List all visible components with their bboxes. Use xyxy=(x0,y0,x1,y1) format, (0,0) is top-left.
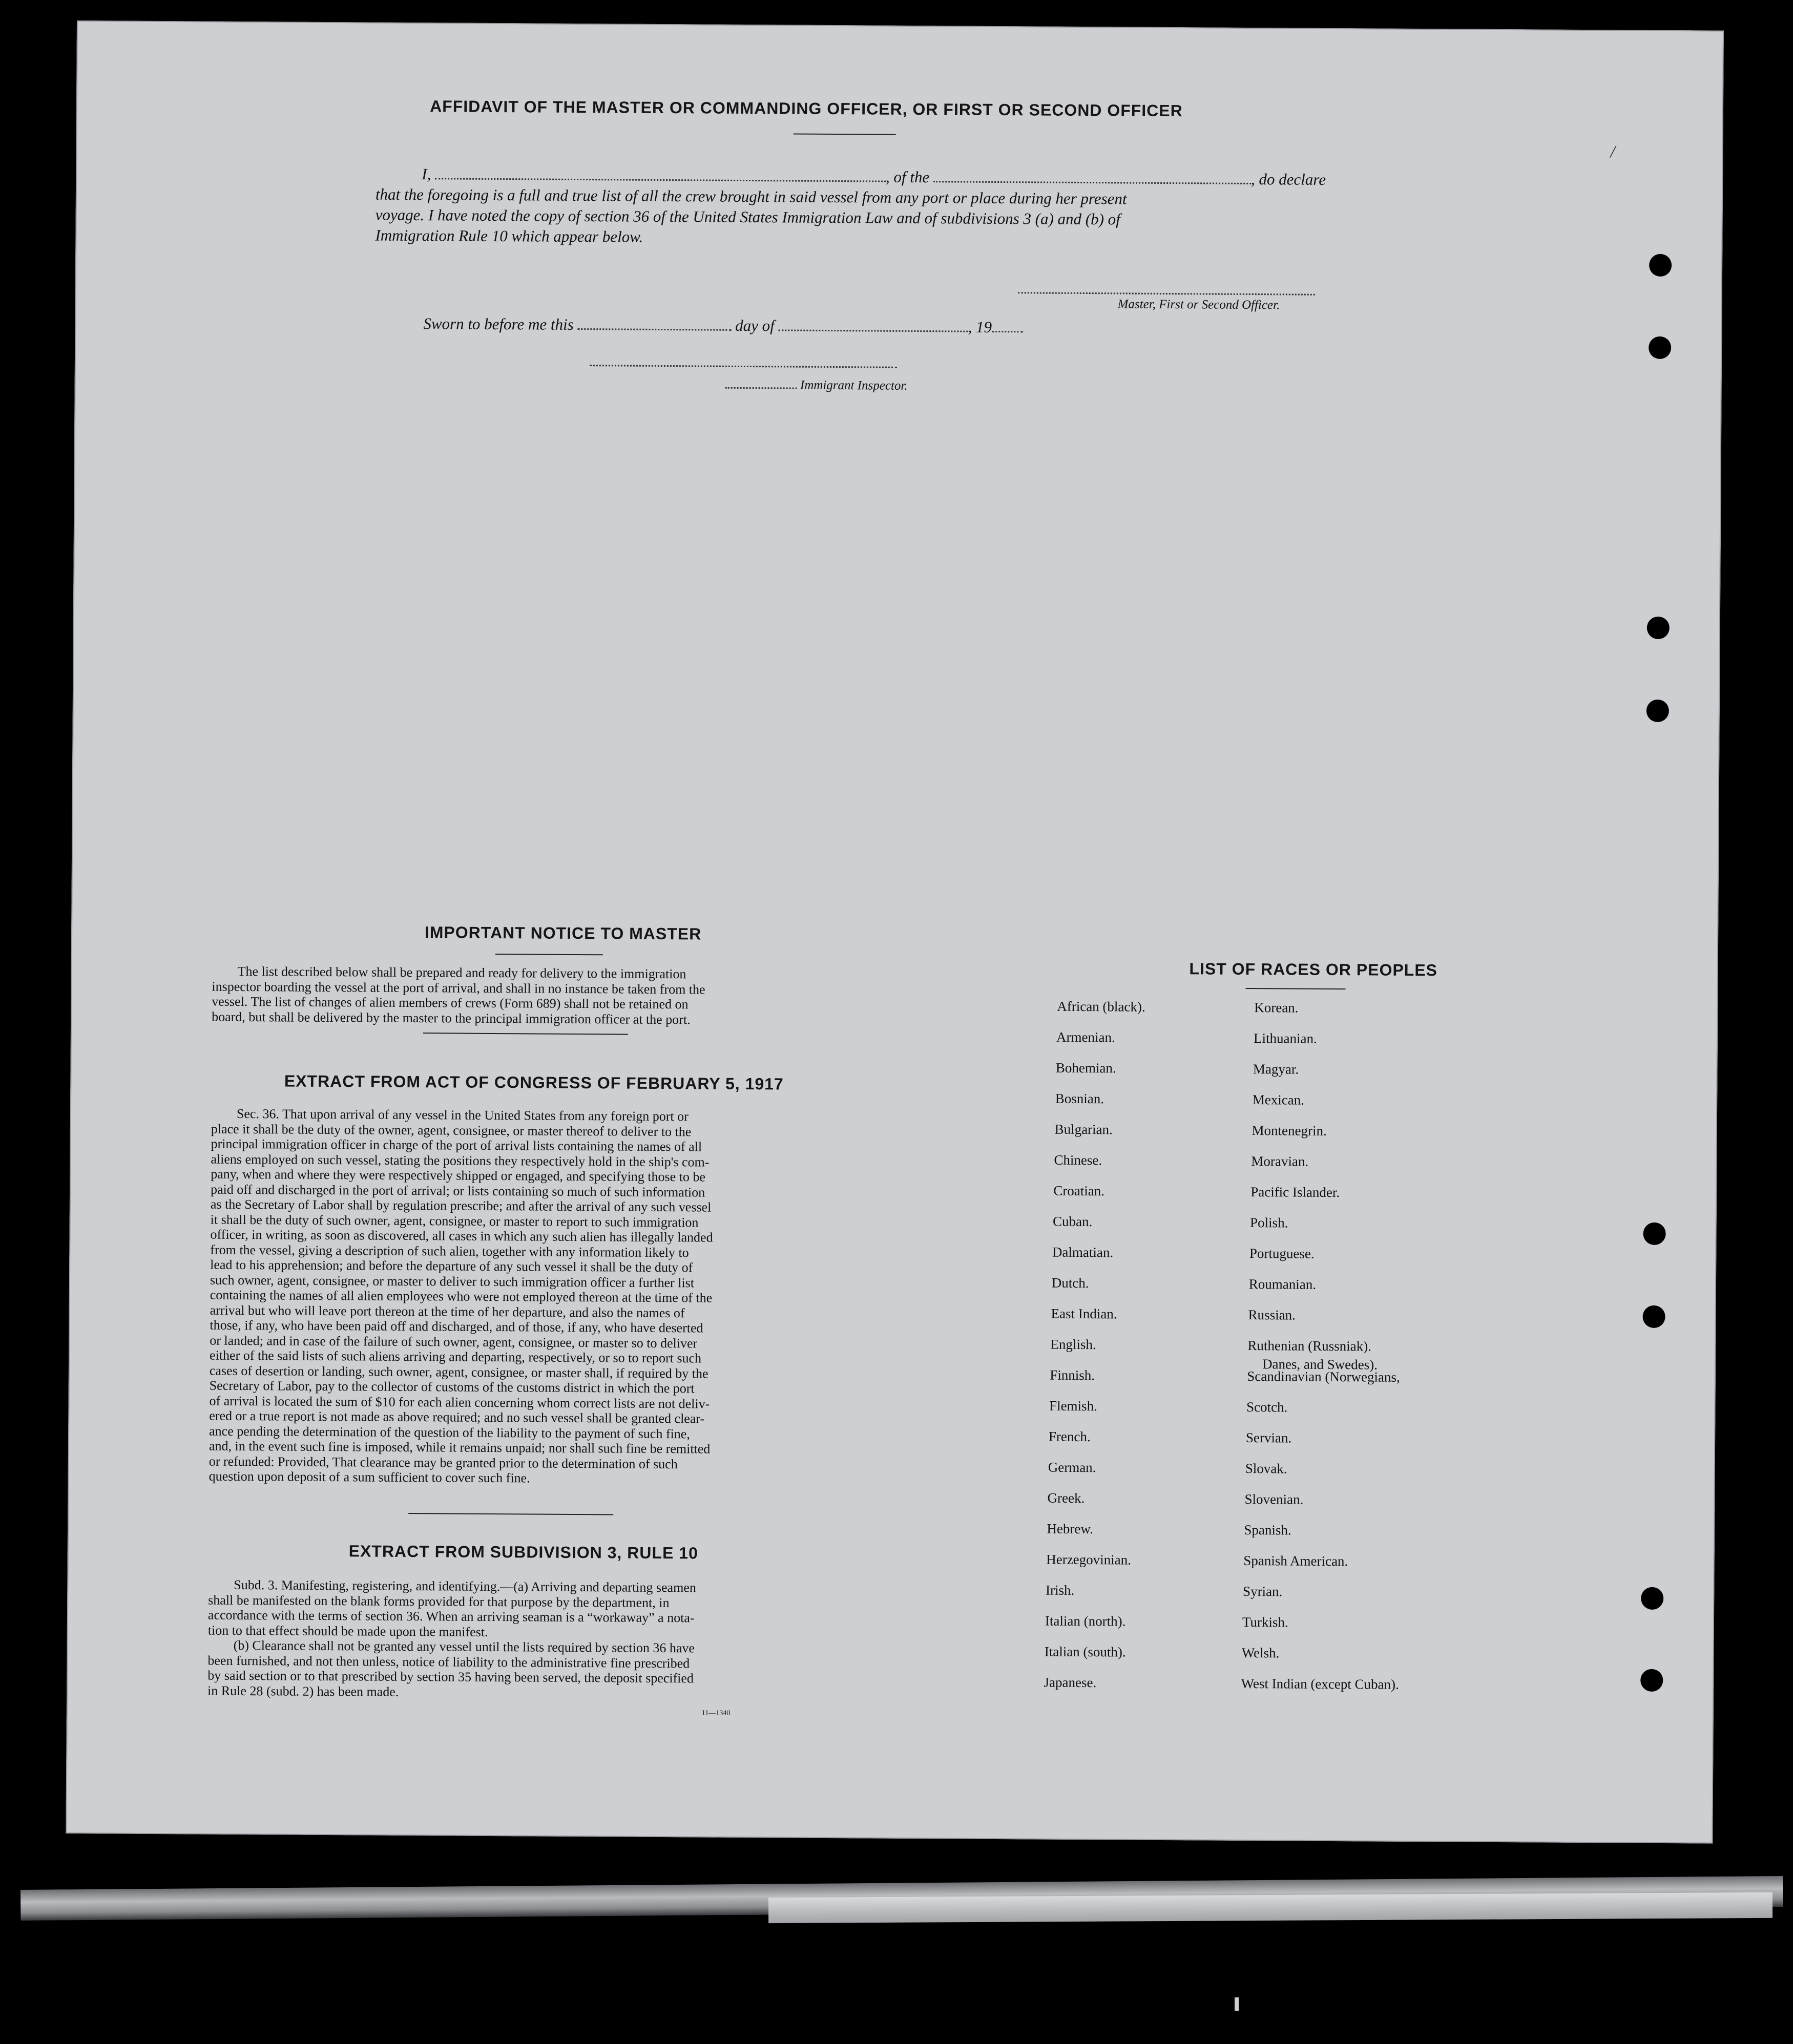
act-line: question upon deposit of a sum sufficient to cover such fine. xyxy=(209,1468,530,1486)
race-item: Bulgarian. xyxy=(1054,1121,1113,1137)
race-item: Greek. xyxy=(1047,1490,1085,1506)
race-item: Spanish. xyxy=(1244,1522,1291,1538)
master-signature-caption: Master, First or Second Officer. xyxy=(1117,297,1280,312)
margin-mark: / xyxy=(1610,142,1616,162)
race-item: Pacific Islander. xyxy=(1250,1184,1340,1200)
act-line: Secretary of Labor, pay to the collector of customs of the customs district in which the port xyxy=(209,1378,695,1396)
name-blank[interactable] xyxy=(435,177,886,182)
race-item: Korean. xyxy=(1254,1000,1299,1016)
punch-hole-2 xyxy=(1649,336,1671,359)
act-line: or landed; and in case of the failure of such owner, agent, consignee, or master so to deliver xyxy=(210,1333,698,1351)
race-item: Turkish. xyxy=(1242,1614,1288,1630)
race-item: Croatian. xyxy=(1053,1183,1105,1199)
race-item: Italian (south). xyxy=(1044,1643,1126,1660)
race-item: Armenian. xyxy=(1056,1029,1115,1045)
sworn-day-label: day of xyxy=(735,316,775,335)
race-item: Syrian. xyxy=(1243,1583,1283,1599)
affidavit-i-label: I, xyxy=(422,165,431,183)
master-signature-line[interactable] xyxy=(1018,291,1315,296)
notice-line: The list described below shall be prepared and ready for delivery to the immigration xyxy=(237,963,686,982)
punch-hole-1 xyxy=(1649,254,1672,277)
sworn-year-label: , 19 xyxy=(968,318,992,336)
declare-label: , do declare xyxy=(1250,170,1326,188)
inspector-caption: Immigrant Inspector. xyxy=(800,378,908,393)
race-item: Finnish. xyxy=(1050,1367,1095,1383)
act-line: lead to his apprehension; and before the departure of any such vessel it shall be the duty of xyxy=(210,1257,693,1275)
inspector-prefix-blank[interactable] xyxy=(725,387,797,389)
race-item: Italian (north). xyxy=(1045,1613,1126,1629)
film-tick-mark xyxy=(1235,1997,1239,2011)
inspector-line xyxy=(725,378,908,393)
race-item: Spanish American. xyxy=(1243,1552,1348,1569)
rule-line: by said section or to that prescribed by section 35 having been served, the deposit specified xyxy=(207,1668,694,1686)
race-item: Hebrew. xyxy=(1047,1521,1093,1537)
race-item: Russian. xyxy=(1248,1307,1296,1323)
act-line: of arrival is located the sum of $10 for each alien concerning whom correct lists are not deliv- xyxy=(209,1393,710,1411)
act-line: containing the names of all alien employees who were not employed thereon at the time of the xyxy=(210,1287,713,1305)
act-line: it shall be the duty of such owner, agent, consignee, or master to report to such immigration xyxy=(210,1212,699,1230)
rule-line: been furnished, and not then unless, notice of liability to the administrative fine prescribed xyxy=(207,1653,690,1671)
race-item: Montenegrin. xyxy=(1252,1123,1327,1139)
race-item: Roumanian. xyxy=(1248,1276,1317,1292)
race-item: Slovak. xyxy=(1245,1460,1287,1477)
race-item: Moravian. xyxy=(1251,1153,1309,1169)
notice-title: IMPORTANT NOTICE TO MASTER xyxy=(424,923,702,943)
form-number: 11—1340 xyxy=(701,1709,731,1717)
act-line: arrival but who will leave port thereon at the time of her departure, and also the names of xyxy=(210,1302,685,1320)
race-item: Japanese. xyxy=(1044,1674,1097,1691)
punch-hole-7 xyxy=(1641,1587,1663,1610)
rule-line: (b) Clearance shall not be granted any vessel until the lists required by section 36 have xyxy=(233,1637,695,1656)
race-right-continuation: Danes, and Swedes). xyxy=(1262,1356,1378,1373)
race-item: Ruthenian (Russniak). xyxy=(1247,1338,1371,1354)
punch-hole-5 xyxy=(1643,1223,1665,1245)
race-item: English. xyxy=(1050,1336,1096,1353)
affidavit-line-3: voyage. I have noted the copy of section 36 of the United States Immigration Law and of subdivisions 3 (a) and (b) of xyxy=(375,205,1120,228)
race-item: Scandinavian (Norwegians, xyxy=(1247,1368,1400,1385)
race-item: West Indian (except Cuban). xyxy=(1241,1675,1399,1692)
affidavit-title-rule xyxy=(794,134,896,135)
rule-line: Subd. 3. Manifesting, registering, and identifying.—(a) Arriving and departing seamen xyxy=(234,1577,696,1595)
punch-hole-4 xyxy=(1646,700,1669,722)
race-item: East Indian. xyxy=(1051,1305,1117,1322)
race-item: Chinese. xyxy=(1054,1152,1102,1168)
race-item: Flemish. xyxy=(1049,1398,1097,1414)
notice-title-rule xyxy=(495,954,603,955)
affidavit-line-4: Immigration Rule 10 which appear below. xyxy=(375,226,643,246)
act-line: cases of desertion or landing, such owner, agent, consignee, or master shall, if required by the xyxy=(209,1363,708,1381)
act-text xyxy=(209,1106,846,1488)
sworn-line xyxy=(423,314,1023,336)
race-item: Servian. xyxy=(1245,1429,1292,1446)
punch-hole-8 xyxy=(1640,1669,1663,1692)
race-item: Irish. xyxy=(1046,1582,1075,1598)
vessel-blank[interactable] xyxy=(933,180,1251,184)
form-page xyxy=(66,20,1724,1844)
notice-text xyxy=(212,964,847,1028)
sworn-date-blank[interactable] xyxy=(577,328,731,331)
act-line: either of the said lists of such aliens arriving and departing, respectively, or so to report such xyxy=(209,1347,702,1366)
notice-line: board, but shall be delivered by the master to the principal immigration officer at the port. xyxy=(212,1009,691,1027)
rule-title: EXTRACT FROM SUBDIVISION 3, RULE 10 xyxy=(348,1542,698,1563)
act-line: officer, in writing, as soon as discovered, all cases in which any such alien has illegally landed xyxy=(210,1227,713,1245)
races-title-rule xyxy=(1245,988,1345,989)
act-title: EXTRACT FROM ACT OF CONGRESS OF FEBRUARY 5, 1917 xyxy=(284,1071,784,1093)
act-line: pany, when and where they were respectively shipped or engaged, and specifying those to be xyxy=(211,1166,706,1185)
act-line: those, if any, who have been paid off and discharged, and of those, if any, who have deserted xyxy=(210,1317,703,1336)
sworn-year-blank[interactable] xyxy=(992,330,1023,332)
rule-line: tion to that effect should be made upon the manifest. xyxy=(207,1622,488,1639)
rule-line: shall be manifested on the blank forms provided for that purpose by the department, in xyxy=(208,1592,670,1610)
act-line: and, in the event such fine is imposed, while it remains unpaid; nor shall such fine be remitted xyxy=(209,1438,711,1457)
race-item: Scotch. xyxy=(1246,1399,1288,1415)
act-line: aliens employed on such vessel, stating the positions they respectively hold in the ship's com- xyxy=(211,1151,710,1170)
of-the-label: , of the xyxy=(885,167,930,186)
sworn-month-blank[interactable] xyxy=(779,329,968,332)
inspector-signature-line[interactable] xyxy=(590,364,897,368)
race-item: French. xyxy=(1048,1428,1091,1445)
act-line: ance pending the determination of the question of the liability to the payment of such fine, xyxy=(209,1423,690,1441)
act-line: principal immigration officer in charge of the port of arrival lists containing the names of all xyxy=(211,1136,702,1154)
race-item: Mexican. xyxy=(1252,1092,1305,1108)
punch-hole-3 xyxy=(1647,617,1670,639)
race-item: German. xyxy=(1048,1459,1096,1476)
race-item: Dalmatian. xyxy=(1052,1244,1114,1260)
act-divider xyxy=(408,1513,613,1515)
race-item: Lithuanian. xyxy=(1254,1030,1317,1046)
races-title: LIST OF RACES OR PEOPLES xyxy=(1189,959,1438,980)
sworn-prefix: Sworn to before me this xyxy=(423,314,574,333)
race-item: Polish. xyxy=(1250,1215,1288,1231)
act-line: from the vessel, giving a description of such alien, together with any information likely to xyxy=(210,1242,689,1260)
race-item: African (black). xyxy=(1057,998,1145,1015)
race-item: Magyar. xyxy=(1253,1061,1299,1077)
notice-line: inspector boarding the vessel at the port of arrival, and shall in no instance be taken from the xyxy=(212,979,705,997)
act-line: such owner, agent, consignee, or master to deliver to such immigration officer a further list xyxy=(210,1272,695,1290)
notice-line: vessel. The list of changes of alien members of crews (Form 689) shall not be retained on xyxy=(212,994,689,1012)
act-line: place it shall be the duty of the owner, agent, consignee, or master thereof to deliver to the xyxy=(211,1121,692,1139)
race-item: Dutch. xyxy=(1051,1275,1089,1291)
notice-divider xyxy=(423,1032,628,1035)
act-line: as the Secretary of Labor shall by regulation prescribe; and after the arrival of any such vessel xyxy=(210,1196,712,1215)
act-line: paid off and discharged in the port of arrival; or lists containing so much of such information xyxy=(210,1182,705,1200)
act-line: ered or a true report is not made as above required; and no such vessel shall be granted clear- xyxy=(209,1408,705,1426)
race-item: Bohemian. xyxy=(1055,1060,1116,1076)
act-line: Sec. 36. That upon arrival of any vessel in the United States from any foreign port or xyxy=(236,1106,689,1124)
affidavit-line-2: that the foregoing is a full and true list of all the crew brought in said vessel from any port or place during her present xyxy=(375,185,1127,208)
rule-line: accordance with the terms of section 36. When an arriving seaman is a “workaway” a nota- xyxy=(207,1607,695,1626)
rule-line: in Rule 28 (subd. 2) has been made. xyxy=(207,1683,399,1699)
race-item: Cuban. xyxy=(1053,1213,1093,1230)
race-item: Portuguese. xyxy=(1249,1246,1315,1261)
rule-text xyxy=(207,1577,843,1702)
punch-hole-6 xyxy=(1642,1305,1665,1328)
affidavit-title: AFFIDAVIT OF THE MASTER OR COMMANDING OFFICER, OR FIRST OR SECOND OFFICER xyxy=(430,97,1183,120)
film-edge-highlight xyxy=(768,1892,1773,1923)
race-item: Welsh. xyxy=(1241,1645,1280,1661)
race-item: Herzegovinian. xyxy=(1046,1551,1132,1568)
act-line: or refunded: Provided, That clearance may be granted prior to the determination of such xyxy=(209,1453,678,1471)
race-item: Slovenian. xyxy=(1244,1491,1304,1507)
race-item: Bosnian. xyxy=(1055,1090,1104,1107)
